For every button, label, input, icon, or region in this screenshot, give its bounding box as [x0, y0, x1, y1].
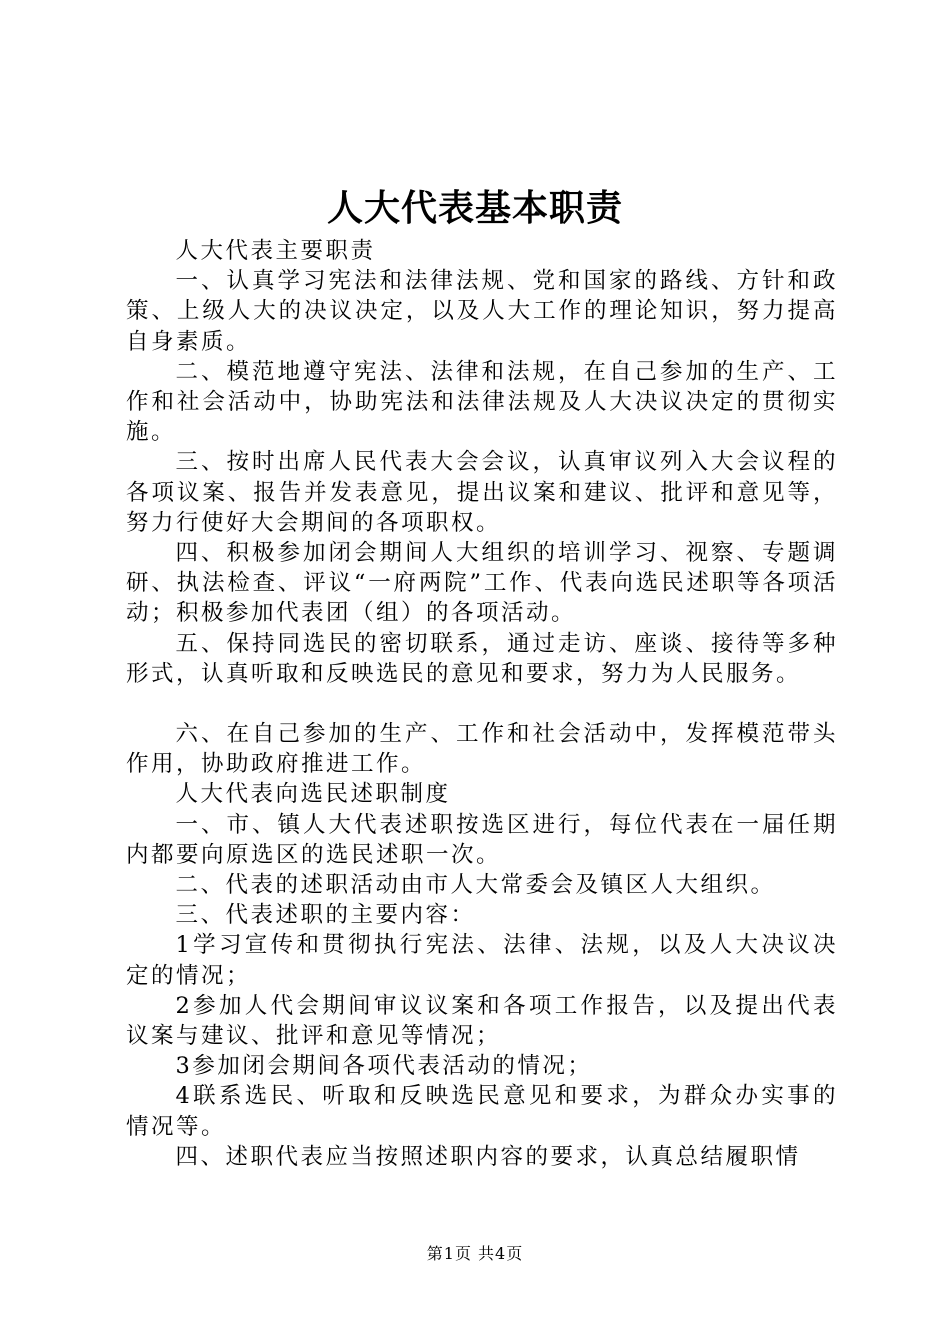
paragraph-rule-3: 三、代表述职的主要内容： [175, 902, 476, 929]
paragraph-rule-3-item-4: 4联系选民、听取和反映选民意见和要求，为群众办实事的情况等。 [126, 1083, 838, 1140]
paragraph-duty-1: 一、认真学习宪法和法律法规、党和国家的路线、方针和政策、上级人大的决议决定，以及人大工作的理论知识，努力提高自身素质。 [126, 268, 838, 355]
paragraph-rule-3-item-3: 3参加闭会期间各项代表活动的情况； [175, 1053, 593, 1080]
paragraph-duty-3: 三、按时出席人民代表大会会议，认真审议列入大会议程的各项议案、报告并发表意见，提出议案和建议、批评和意见等，努力行使好大会期间的各项职权。 [126, 449, 838, 536]
paragraph-rule-4: 四、述职代表应当按照述职内容的要求，认真总结履职情 [175, 1143, 801, 1170]
paragraph-duty-4: 四、积极参加闭会期间人大组织的培训学习、视察、专题调研、执法检查、评议“一府两院”工作、代表向选民述职等各项活动；积极参加代表团（组）的各项活动。 [126, 540, 838, 627]
paragraph-rule-1: 一、市、镇人大代表述职按选区进行，每位代表在一届任期内都要向原选区的选民述职一次。 [126, 811, 838, 868]
paragraph-duty-6: 六、在自己参加的生产、工作和社会活动中，发挥模范带头作用，协助政府推进工作。 [126, 721, 838, 778]
document-title: 人大代表基本职责 [326, 187, 623, 229]
paragraph-heading-report-system: 人大代表向选民述职制度 [175, 781, 451, 808]
paragraph-heading-main-duties: 人大代表主要职责 [175, 238, 376, 264]
page-number-footer: 第1页 共4页 [426, 1244, 524, 1263]
document-body [126, 236, 838, 1172]
paragraph-rule-3-item-2: 2参加人代会期间审议议案和各项工作报告，以及提出代表议案与建议、批评和意见等情况； [126, 992, 838, 1050]
paragraph-rule-3-item-1: 1学习宣传和贯彻执行宪法、法律、法规，以及人大决议决定的情况； [126, 932, 838, 989]
paragraph-rule-2: 二、代表的述职活动由市人大常委会及镇区人大组织。 [175, 872, 776, 899]
paragraph-duty-5: 五、保持同选民的密切联系，通过走访、座谈、接待等多种形式，认真听取和反映选民的意见和要求，努力为人民服务。 [126, 630, 838, 687]
paragraph-duty-2: 二、模范地遵守宪法、法律和法规，在自己参加的生产、工作和社会活动中，协助宪法和法律法规及人大决议决定的贯彻实施。 [126, 358, 838, 446]
